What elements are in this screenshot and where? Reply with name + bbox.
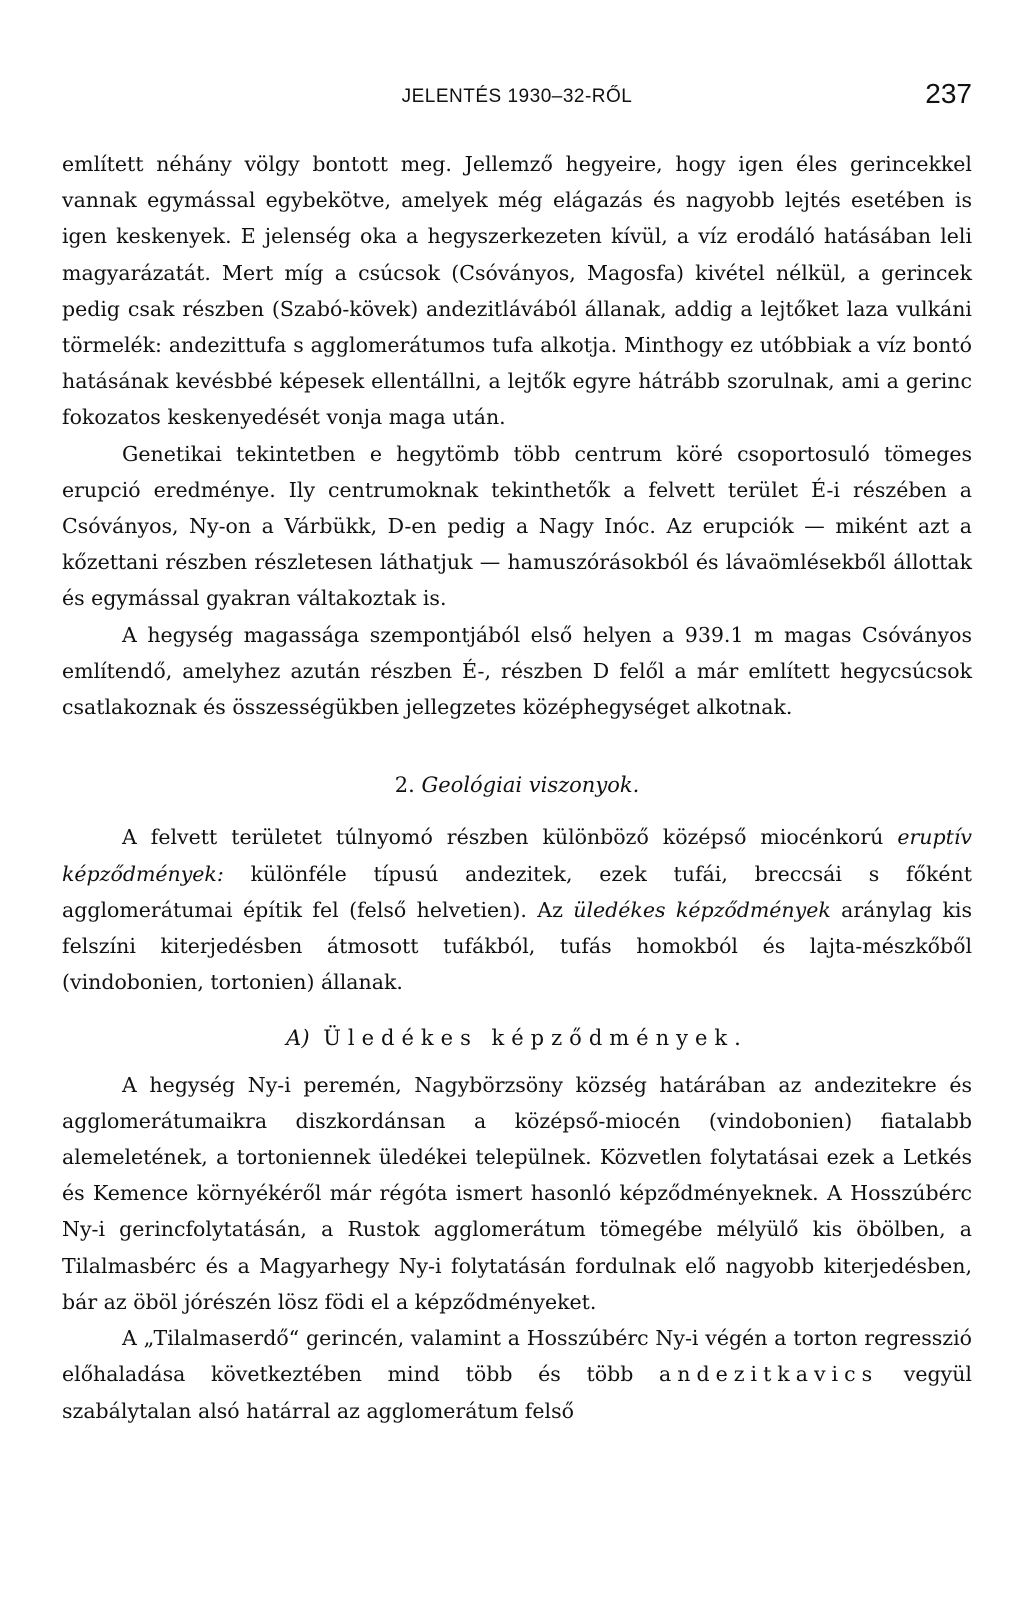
paragraph-6 <box>62 1320 972 1429</box>
paragraph-1: említett néhány völgy bontott meg. Jellemző hegyeire, hogy igen éles gerincekkel vannak egymással egybekötve, amelyek még elágazás és nagyobb lejtés esetében is igen keskenyek. E jelenség oka a hegyszerkezeten kívül, a víz erodáló hatásában leli magyarázatát. Mert míg a csúcsok (Csóványos, Magosfa) kivétel nélkül, a gerincek pedig csak részben (Szabó-kövek) andezitlávából állanak, addig a lejtőket laza vulkáni törmelék: andezittufa s agglomerátumos tufa alkotja. Minthogy ez utóbbiak a víz bontó hatásának kevésbbé képesek ellentállni, a lejtők egyre hátrább szorulnak, ami a gerinc fokozatos keskenyedését vonja maga után. <box>62 152 972 430</box>
body-text <box>62 146 972 1429</box>
emphasis-sedimentary: üledékes képződmények <box>573 897 831 922</box>
page-number: 237 <box>925 78 972 109</box>
subsection-title: Üledékes képződmények. <box>323 1026 748 1051</box>
subsection-heading-a <box>62 1020 972 1056</box>
paragraph-3: A hegység magassága szempontjából első helyen a 939.1 m magas Csóványos említendő, amelyhez azután részben É-, részben D felől a már említett hegycsúcsok csatlakoznak és összességükben jellegzetes középhegységet alkotnak. <box>62 622 972 720</box>
paragraph-4-lead: A felvett területet túlnyomó részben különböző középső miocénkorú <box>122 825 884 850</box>
running-title: JELENTÉS 1930–32-RŐL <box>401 86 633 107</box>
emphasis-eruptive: eruptív képződmények: <box>62 825 972 886</box>
paragraph-4 <box>62 819 972 1000</box>
running-head <box>62 78 972 118</box>
subsection-letter: A) <box>286 1026 310 1051</box>
paragraph-5: A hegység Ny-i peremén, Nagybörzsöny község határában az andezitekre és agglomerátumaikra diszkordánsan a középső-miocén (vindobonien) fiatalabb alemeletének, a tortoniennek üledékei települnek. Közvetlen folytatásai ezek a Letkés és Kemence környékéről már régóta ismert hasonló képződményeknek. A Hosszúbérc Ny-i gerincfolytatásán, a Rustok agglomerátum tömegébe mélyülő kis öbölben, a Tilalmasbérc és a Magyarhegy Ny-i folytatásán fordulnak elő nagyobb kiterjedésben, bár az öböl jórészén lösz födi el a képződményeket. <box>62 1072 972 1314</box>
paragraph-2: Genetikai tekintetben e hegytömb több centrum köré csoportosuló tömeges erupció eredménye. Ily centrumoknak tekinthetők a felvett terület É-i részében a Csóványos, Ny-on a Várbükk, D-en pedig a Nagy Inóc. Az erupciók — miként azt a kőzettani részben részletesen láthatjuk — hamuszórásokból és lávaömlésekből állottak és egymással gyakran váltakoztak is. <box>62 441 972 611</box>
paragraph-6-tail: vegyül szabálytalan alsó határral az agglomerátum felső <box>62 1362 972 1423</box>
spaced-term: andezitkavics <box>659 1362 879 1387</box>
paragraph-4-tail: aránylag kis felszíni kiterjedésben átmosott tufákból, tufás homokból és lajta-mészkőből (vindobonien, tortonien) állanak. <box>62 897 972 995</box>
paragraph-6-lead: A „Tilalmaserdő“ gerincén, valamint a Hosszúbérc Ny-i végén a torton regresszió előhaladása következtében mind több és több <box>62 1326 972 1387</box>
section-number: 2. <box>394 773 415 798</box>
paragraph-4-mid: különféle típusú andezitek, ezek tufái, breccsái s főként agglomerátumai építik fel (felső helvetien). Az <box>62 861 972 922</box>
section-heading-2 <box>62 767 972 803</box>
section-title: Geológiai viszonyok. <box>421 773 640 798</box>
